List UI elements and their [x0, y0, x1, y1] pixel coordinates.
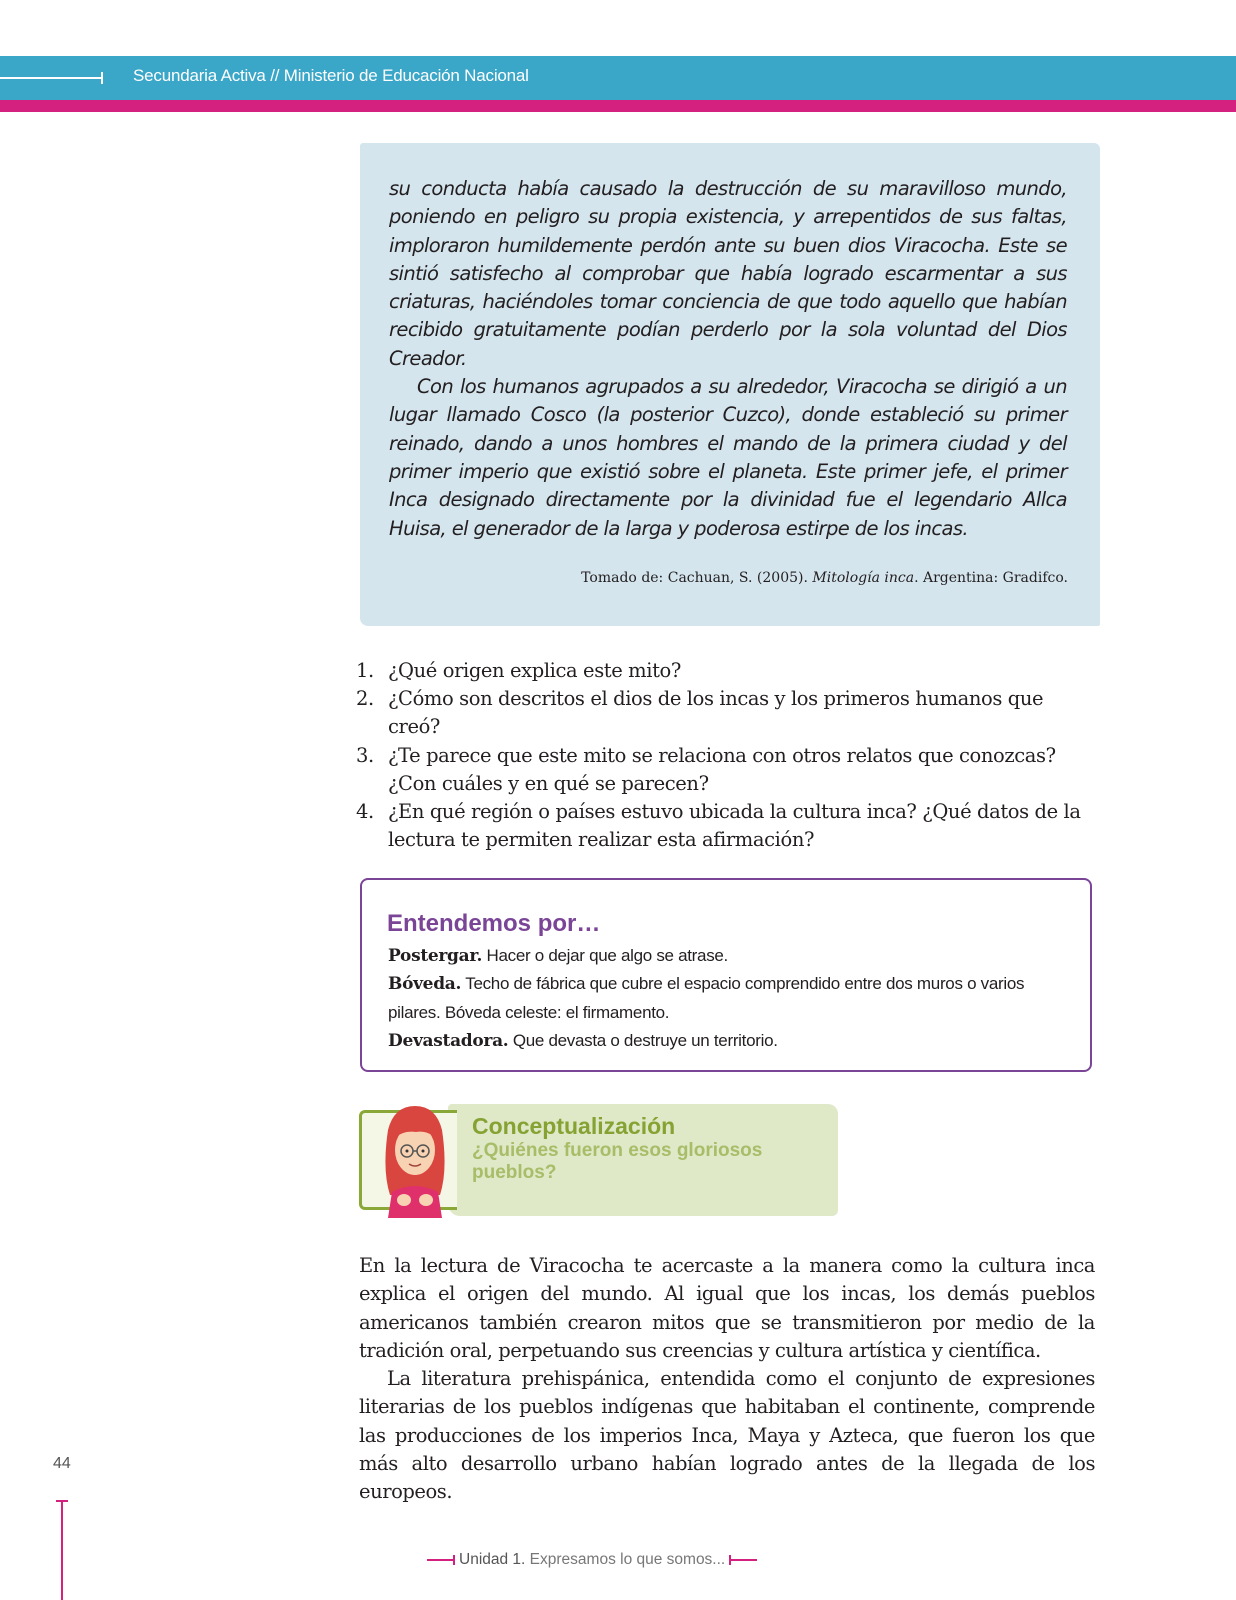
glossary-definition: Que devasta o destruye un territorio. [508, 1030, 778, 1050]
question-text: ¿Te parece que este mito se relaciona con otros relatos que conozcas? ¿Con cuáles y en qué se parecen? [388, 743, 1056, 795]
glossary-title: Entendemos por… [387, 910, 601, 937]
citation-prefix: Tomado de: Cachuan, S. (2005). [581, 570, 813, 586]
footer [427, 1551, 757, 1575]
footer-unit-title: Expresamos lo que somos... [529, 1551, 726, 1568]
glossary-item [388, 1027, 1068, 1055]
concept-subtitle: ¿Quiénes fueron esos gloriosos pueblos? [472, 1140, 763, 1183]
reading-paragraph: Con los humanos agrupados a su alrededor, Viracocha se dirigió a un lugar llamado Cosco (la posterior Cuzco), donde estableció su primer reinado, dando a unos hombres el mando de la primera ciudad y del primer imperio que existió sobre el planeta. Este primer jefe, el primer Inca designado directamente por la divinidad fue el legendario Allca Huisa, el generador de la larga y poderosa estirpe de los incas. [389, 375, 1067, 540]
question-number: 3. [356, 743, 374, 767]
footer-rule-right [729, 1559, 757, 1561]
question-item [356, 657, 1096, 685]
header-rule [0, 77, 102, 79]
footer-rule-left [427, 1559, 455, 1561]
citation-work: Mitología inca [812, 570, 915, 586]
question-text: ¿En qué región o países estuvo ubicada la cultura inca? ¿Qué datos de la lectura te permiten realizar esta afirmación? [388, 800, 1081, 852]
body-text [359, 1252, 1095, 1507]
glossary-definition: Techo de fábrica que cubre el espacio comprendido entre dos muros o varios pilares. Bóveda celeste: el firmamento. [388, 974, 1025, 1022]
glossary-list [388, 942, 1068, 1055]
body-paragraph: La literatura prehispánica, entendida como el conjunto de expresiones literarias de los pueblos indígenas que habitaban el continente, comprende las producciones de los imperios Inca, Maya y Azteca, que fueron los que más alto desarrollo urbano habían logrado antes de la llegada de los europeos. [359, 1367, 1095, 1504]
question-item [356, 742, 1096, 798]
glossary-term: Devastadora. [388, 1030, 509, 1051]
body-paragraph: En la lectura de Viracocha te acercaste a la manera como la cultura inca explica el origen del mundo. Al igual que los incas, los demás pueblos americanos también crearon mitos que se transmitieron por medio de la tradición oral, perpetuando sus creencias y cultura artística y científica. [359, 1254, 1095, 1362]
student-character-illustration [370, 1100, 460, 1220]
header-title: Secundaria Activa // Ministerio de Educación Nacional [133, 66, 529, 85]
page-number: 44 [53, 1455, 71, 1472]
question-number: 2. [356, 687, 374, 711]
question-item [356, 798, 1096, 854]
concept-title: Conceptualización [472, 1113, 676, 1139]
reading-excerpt [389, 175, 1067, 543]
question-list [356, 657, 1096, 854]
header-accent-stripe [0, 100, 1236, 112]
citation-suffix: . Argentina: Gradifco. [914, 570, 1068, 586]
glossary-term: Postergar. [388, 946, 483, 966]
margin-rule [61, 1500, 63, 1600]
question-text: ¿Cómo son descritos el dios de los incas y los primeros humanos que creó? [388, 687, 1044, 739]
glossary-item [388, 942, 1068, 970]
question-text: ¿Qué origen explica este mito? [388, 659, 681, 682]
glossary-term: Bóveda. [388, 974, 462, 995]
header-rule-cap [101, 72, 103, 84]
question-number: 1. [356, 659, 374, 682]
question-number: 4. [356, 800, 374, 824]
reading-citation [581, 570, 1068, 586]
reading-paragraph: su conducta había causado la destrucción de su maravilloso mundo, poniendo en peligro su propia existencia, y arrepentidos de sus faltas, imploraron humildemente perdón ante su buen dios Viracocha. Este se sintió satisfecho al comprobar que había logrado escarmentar a sus criaturas, haciéndoles tomar conciencia de que todo aquello que habían recibido gratuitamente podían perderlo por la sola voluntad del Dios Creador. [389, 177, 1067, 370]
footer-unit: Unidad 1. [459, 1551, 526, 1568]
question-item [356, 685, 1096, 741]
glossary-item [388, 970, 1068, 1027]
glossary-definition: Hacer o dejar que algo se atrase. [482, 946, 728, 965]
